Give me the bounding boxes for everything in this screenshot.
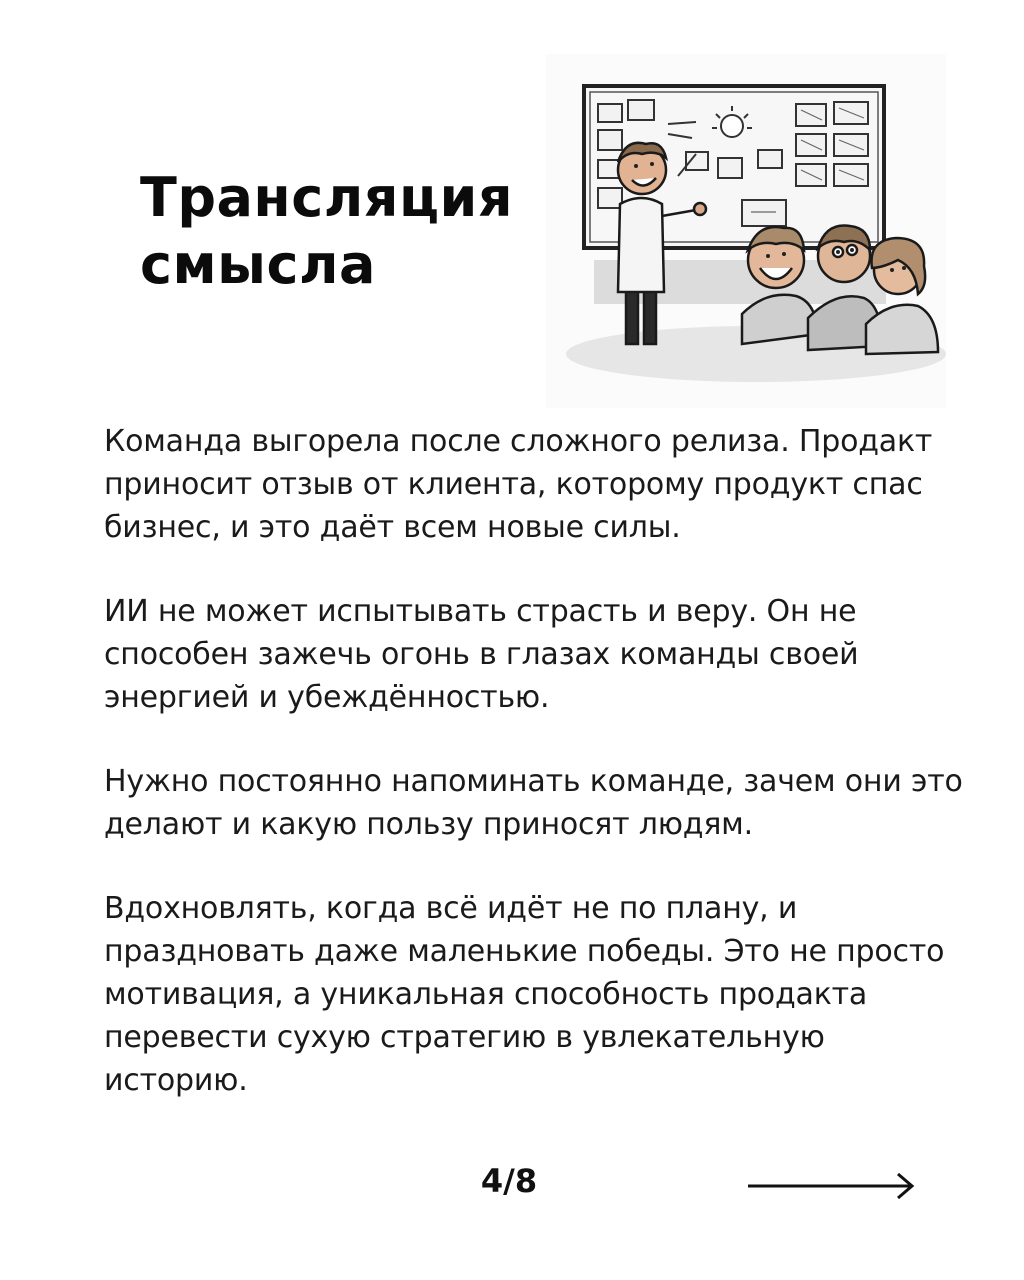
- arrow-right-icon: [740, 1168, 924, 1204]
- paragraph: ИИ не может испытывать страсть и веру. Он не способен зажечь огонь в глазах команды своей энергией и убеждённостью.: [104, 594, 859, 715]
- paragraph: Команда выгорела после сложного релиза. Продакт приносит отзыв от клиента, которому продукт спас бизнес, и это даёт всем новые силы.: [104, 424, 933, 545]
- presentation-sketch-icon: [546, 54, 946, 408]
- next-slide-button[interactable]: [740, 1168, 924, 1204]
- slide-body: [104, 420, 974, 1143]
- paragraph: Нужно постоянно напоминать команде, зачем они это делают и какую пользу приносят людям.: [104, 764, 963, 842]
- slide-title: Трансляция смысла: [140, 166, 514, 296]
- paragraph: Вдохновлять, когда всё идёт не по плану, и праздновать даже маленькие победы. Это не просто мотивация, а уникальная способность продакта перевести сухую стратегию в увлекательную историю.: [104, 891, 945, 1098]
- page-counter: 4/8: [480, 1162, 538, 1200]
